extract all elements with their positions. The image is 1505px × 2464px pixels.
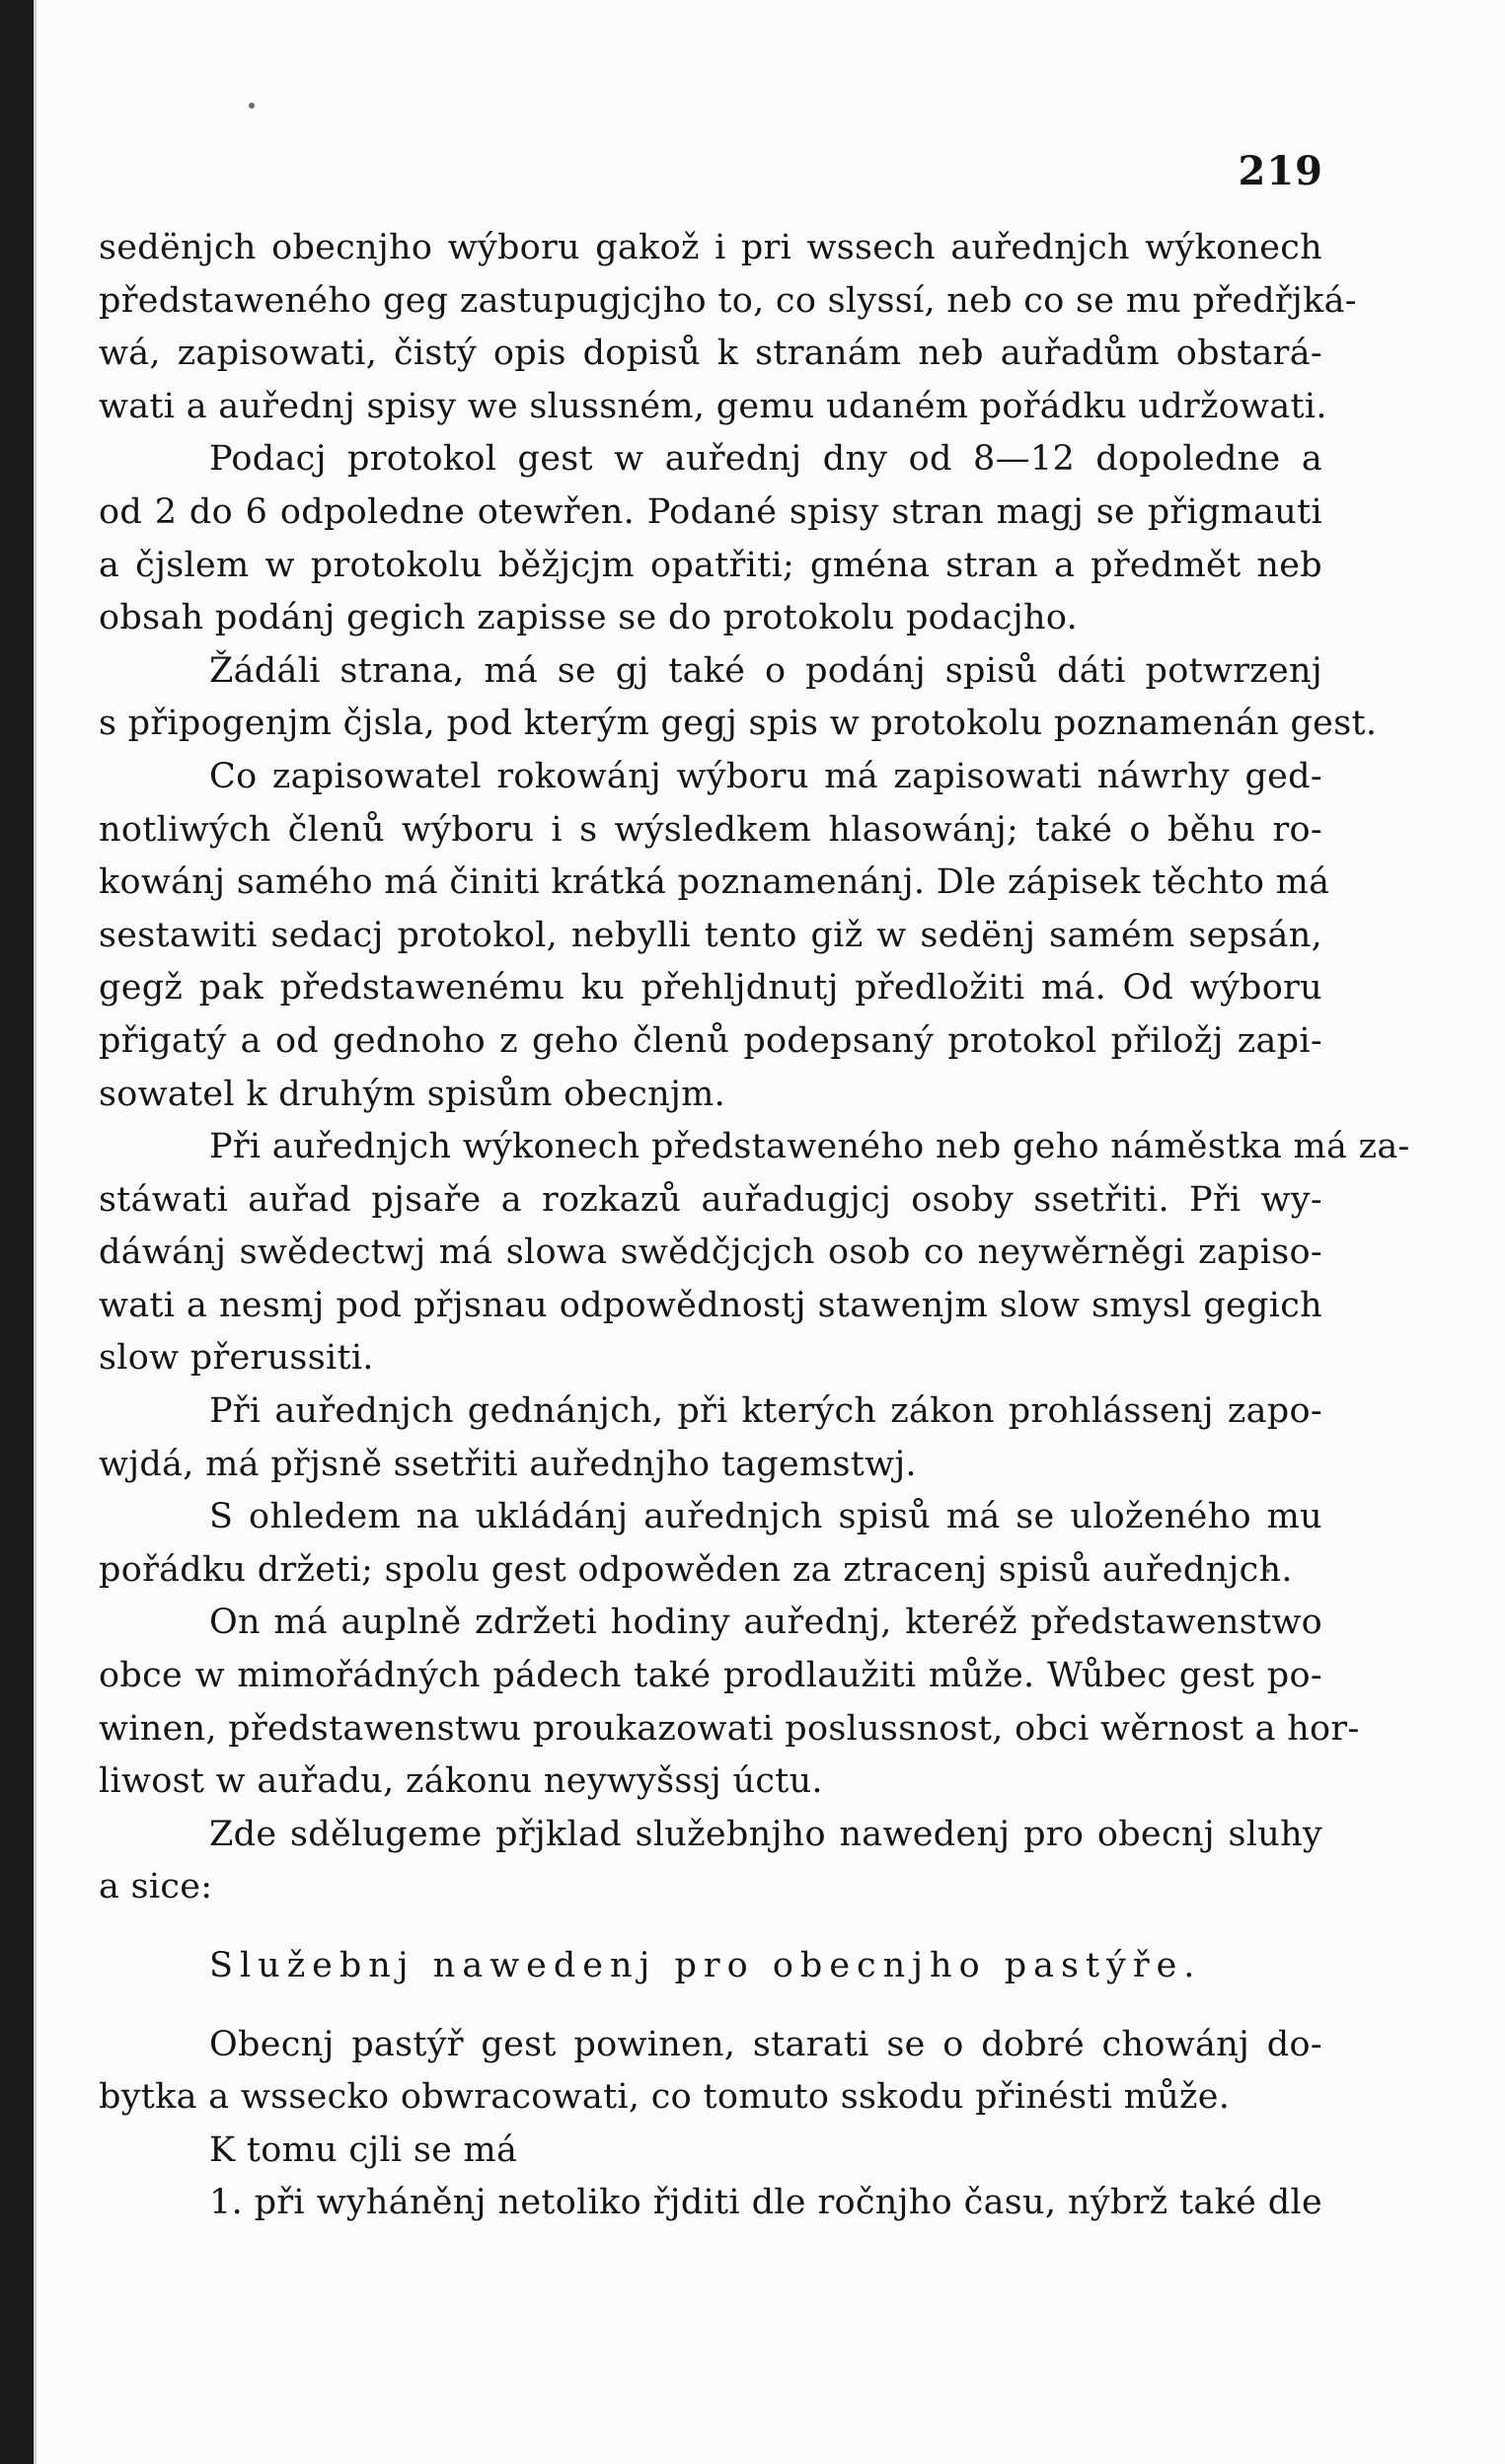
text-line: Co zapisowatel rokowánj wýboru má zapisowati náwrhy ged- [209,756,1322,796]
text-line: Žádáli strana, má se gj také o podánj spisů dáti potwrzenj [209,650,1322,691]
text-line: obsah podánj gegich zapisse se do protokolu podacjho. [99,598,1079,638]
text-line: dáwánj swědectwj má slowa swědčjcjch osob co neywěrněgi zapiso- [99,1232,1322,1273]
text-line: předstawenéhо geg zastupugjcjho to, co slyssí, neb co se mu předřjká- [99,280,1357,321]
text-line: Podacj protokol gest w auřednj dny od 8—12 dopoledne a [209,439,1322,480]
text-line: s připogenjm čjsla, pod kterým gegj spis w protokolu poznamenán gest. [99,704,1378,744]
text-line: Zde sdělugeme přjklad služebnjho nawedenj pro obecnj sluhy [209,1814,1322,1854]
text-line: od 2 do 6 odpoledne otewřen. Podané spisy stran magj se přigmauti [99,491,1322,532]
text-line: On má auplně zdržeti hodiny auřednj, kteréž předstawenstwo [209,1603,1322,1643]
text-line: wjdá, má přjsně ssetřiti auřednjho tagemstwj. [99,1444,917,1484]
text-line: stáwati auřad pjsaře a rozkazů auřadugjcj osoby ssetřiti. Při wy- [99,1179,1322,1220]
text-line: kowánj samého má činiti krátká poznamenánj. Dle zápisek těchto má [99,862,1330,903]
text-line: sowatel k druhým spisům obecnjm. [99,1074,726,1114]
text-line: S ohledem na ukládánj auřednjch spisů má se uloženého mu [209,1497,1322,1537]
text-line: přigatý a od gednoho z geho členů podepsaný protokol přiložj zapi- [99,1020,1322,1061]
text-line: notliwých členů wýboru i s wýsledkem hlasowánj; také o běhu ro- [99,809,1322,850]
text-line: Při auřednjch wýkonech předstaweného neb geho náměstka má za- [209,1127,1410,1167]
page-body-text [99,222,1410,2230]
text-line: sestawiti sedacj protokol, nebylli tento giž w sedënj samém sepsán, [99,915,1322,955]
text-line: winen, předstawenstwu proukazowati poslussnost, obci wěrnost a hor- [99,1708,1360,1749]
text-line: K tomu cjli se má [209,2129,518,2170]
text-line: a čjslem w protokolu běžjcjm opatřiti; gména stran a předmět neb [99,545,1322,585]
text-line: wá, zapisowati, čistý opis dopisů k stranám neb auřadům obstará- [99,334,1322,374]
text-line: bytka a wsseсko obwracowati, co tomuto sskodu přinésti může. [99,2077,1231,2118]
text-line: pořádku držeti; spolu gest odpowěden za ztracenj spisů auřednjch. [99,1549,1293,1590]
paper-speck [249,103,255,109]
text-line: liwost w auřadu, zákonu neywyšssj úctu. [99,1761,823,1802]
text-line: wati a nesmj pod přjsnau odpowědnostj stawenjm slow smysl gegich [99,1285,1322,1325]
text-line: a sice: [99,1867,213,1907]
scan-edge-highlight [34,0,37,2464]
page-number: 219 [1238,148,1323,194]
text-line: Při auřednjch gednánjch, při kterých zákon prohlássenj zapo- [209,1391,1322,1432]
text-line: obce w mimořádných pádech také prodlaužiti může. Wůbec gest po- [99,1656,1322,1696]
text-line: 1. při wyháněnj netoliko řjditi dle ročnjho času, nýbrž také dle [209,2183,1322,2223]
text-line: Obecnj pastýř gest powinen, starati se o dobré chowánj do- [209,2024,1322,2064]
text-line: slow přerussiti. [99,1338,374,1379]
text-line: gegž pak předstawenému ku přehljdnutj předložiti má. Od wýboru [99,968,1322,1008]
section-heading: Služebnj nawedenj pro obecnjho pastýře. [209,1946,1202,1985]
text-line: sedënjch obecnjho wýboru gakož i pri wssech auřednjch wýkonech [99,228,1322,267]
text-line: wati a auřednj spisy we slussném, gemu udaném pořádku udržowati. [99,386,1327,426]
scan-edge-shadow [0,0,34,2464]
